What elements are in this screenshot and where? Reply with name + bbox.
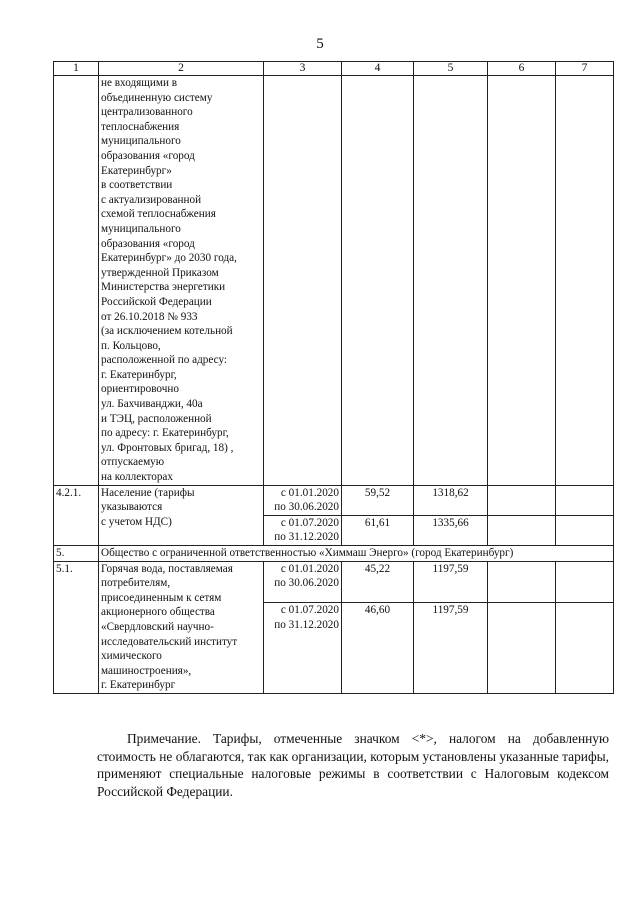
table-row [54,76,614,486]
row-number-cell: 5. [54,546,99,562]
organization-cell: Общество с ограниченной ответственностью «Химмаш Энерго» (город Екатеринбург) [99,546,614,562]
column-header: 1 [54,62,99,76]
period-cell: с 01.01.2020 по 30.06.2020 [264,485,342,515]
description-cell: не входящими в объединенную систему централизованного теплоснабжения муниципального образования «город Екатеринбург» в соответствии с актуализированной схемой теплоснабжения муниципального образования «город Екатеринбург» до 2030 года, утвержденной Приказом Министерства энергетики Российской Федерации от 26.10.2018 № 933 (за исключением котельной п. Кольцово, расположенной по адресу: г. Екатеринбург, ориентировочно ул. Бахчиванджи, 40а и ТЭЦ, расположенной по адресу: г. Екатеринбург, ул. Фронтовых бригад, 18) , отпускаемую на коллекторах [99,76,264,486]
value-cell [556,76,614,486]
period-cell: с 01.07.2020 по 31.12.2020 [264,602,342,693]
column-header: 5 [414,62,488,76]
value-cell: 45,22 [342,561,414,602]
table-header-row [54,62,614,76]
value-cell [488,76,556,486]
value-cell [488,602,556,693]
table-row [54,561,614,602]
period-cell: с 01.01.2020 по 30.06.2020 [264,561,342,602]
description-cell: Население (тарифы указываются с учетом НДС) [99,485,264,545]
value-cell [556,602,614,693]
value-cell: 46,60 [342,602,414,693]
column-header: 7 [556,62,614,76]
footnote: Примечание. Тарифы, отмеченные значком <*>, налогом на добавленную стоимость не облагаются, так как организации, которым установлены указанные тарифы, применяют специальные налоговые режимы в соответствии с Налоговым кодексом Российской Федерации. [97,731,609,799]
table-row [54,546,614,562]
value-cell [488,561,556,602]
row-number-cell [54,76,99,486]
period-cell: с 01.07.2020 по 31.12.2020 [264,515,342,545]
value-cell [488,515,556,545]
column-header: 3 [264,62,342,76]
value-cell [556,515,614,545]
value-cell [342,76,414,486]
value-cell [414,76,488,486]
row-number-cell: 4.2.1. [54,485,99,545]
value-cell: 59,52 [342,485,414,515]
value-cell: 1197,59 [414,602,488,693]
column-header: 2 [99,62,264,76]
value-cell [488,485,556,515]
column-header: 4 [342,62,414,76]
period-cell [264,76,342,486]
table-row [54,485,614,515]
tariff-table [53,61,614,694]
row-number-cell: 5.1. [54,561,99,693]
page-number: 5 [316,36,324,52]
value-cell: 1335,66 [414,515,488,545]
value-cell [556,485,614,515]
value-cell: 1197,59 [414,561,488,602]
value-cell: 61,61 [342,515,414,545]
description-cell: Горячая вода, поставляемая потребителям, присоединенным к сетям акционерного общества «Свердловский научно- исследовательский институт химического машиностроения», г. Екатеринбург [99,561,264,693]
value-cell: 1318,62 [414,485,488,515]
column-header: 6 [488,62,556,76]
value-cell [556,561,614,602]
